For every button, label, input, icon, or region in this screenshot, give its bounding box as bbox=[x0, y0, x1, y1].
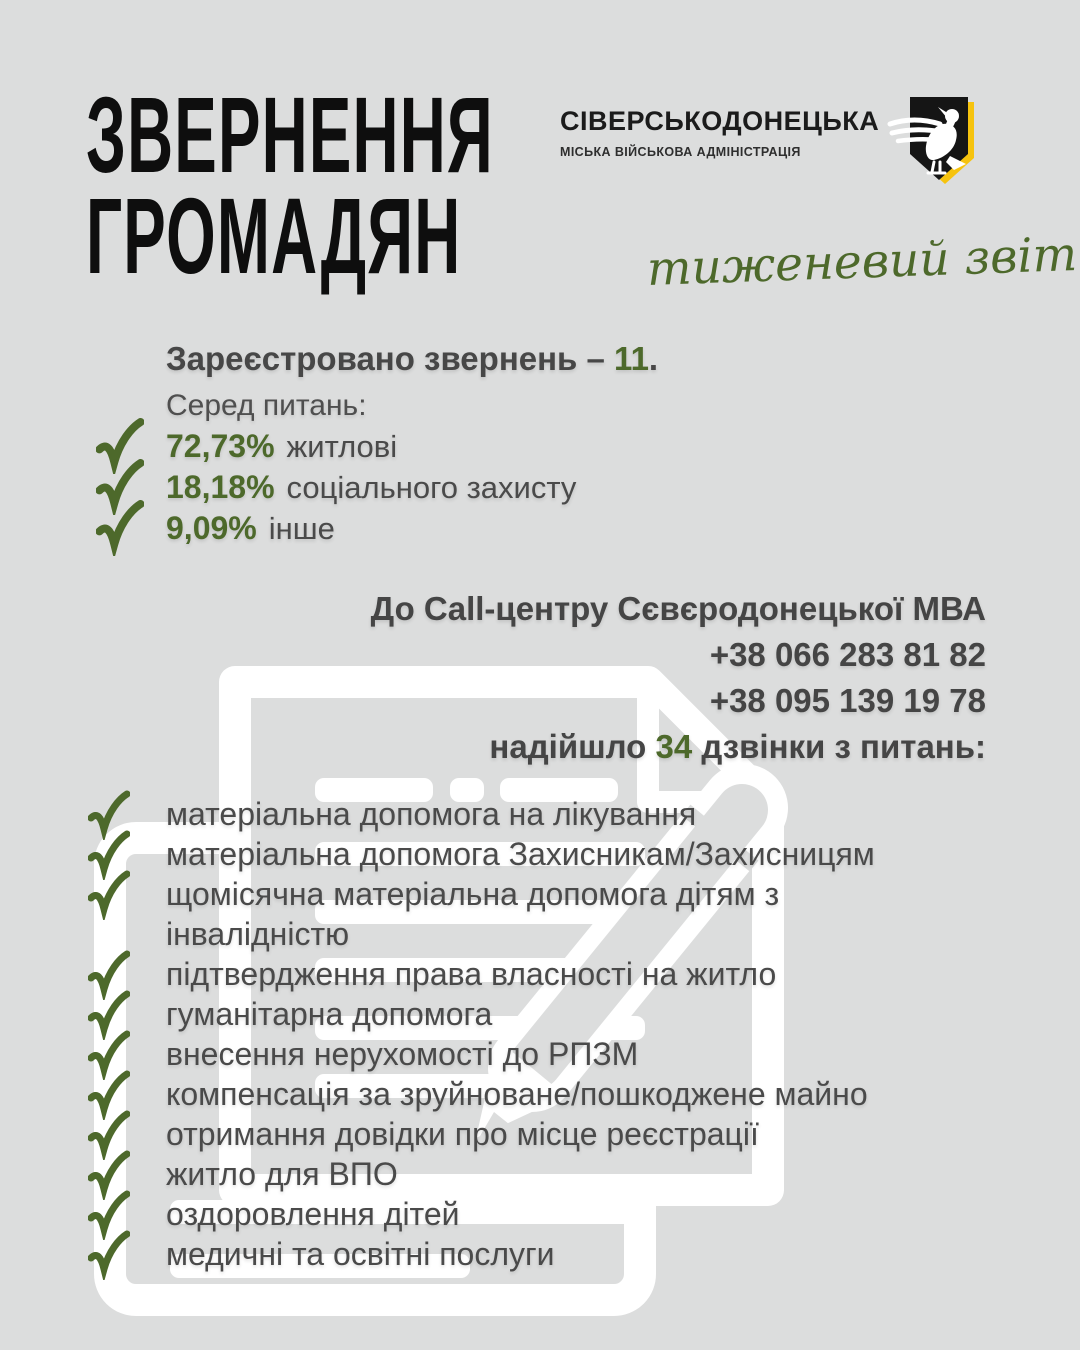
topic-row bbox=[88, 1074, 888, 1114]
emblem-shield-icon bbox=[888, 94, 980, 190]
topic-label: гуманітарна допомога bbox=[166, 996, 493, 1032]
stat-row bbox=[100, 467, 658, 508]
page-title-line2: ГРОМАДЯН bbox=[86, 175, 462, 296]
phone-number-2: +38 095 139 19 78 bbox=[709, 682, 986, 719]
page-title-line1: ЗВЕРНЕННЯ bbox=[86, 74, 494, 195]
org-subtitle: МІСЬКА ВІЙСЬКОВА АДМІНІСТРАЦІЯ bbox=[560, 145, 801, 159]
among-questions-label: Серед питань: bbox=[166, 389, 367, 422]
topic-label: матеріальна допомога на лікування bbox=[166, 796, 697, 832]
topic-row bbox=[88, 1034, 888, 1074]
stat-row bbox=[100, 426, 658, 467]
checkmark-icon bbox=[88, 870, 130, 920]
checkmark-icon bbox=[96, 500, 144, 556]
phone-number-1: +38 066 283 81 82 bbox=[709, 636, 986, 673]
topic-row bbox=[88, 834, 888, 874]
topic-row bbox=[88, 1194, 888, 1234]
registered-label: Зареєстровано звернень – bbox=[166, 340, 605, 377]
call-center-title: До Call-центру Сєвєродонецької МВА bbox=[370, 590, 986, 627]
calls-prefix: надійшло bbox=[489, 728, 647, 765]
stat-row bbox=[100, 508, 658, 549]
registered-count-line bbox=[100, 338, 658, 380]
stat-label: соціального захисту bbox=[286, 469, 577, 505]
stat-label: інше bbox=[268, 510, 335, 546]
topic-label: підтвердження права власності на житло bbox=[166, 956, 777, 992]
topic-label: матеріальна допомога Захисникам/Захисницям bbox=[166, 836, 875, 872]
stat-percent: 72,73% bbox=[166, 428, 275, 464]
stat-percent: 18,18% bbox=[166, 469, 275, 505]
topic-row bbox=[88, 1234, 888, 1274]
calls-count-line bbox=[371, 724, 986, 770]
topic-label: внесення нерухомості до РПЗМ bbox=[166, 1036, 639, 1072]
topic-row bbox=[88, 1114, 888, 1154]
calls-suffix: дзвінки з питань: bbox=[701, 728, 986, 765]
stats-block bbox=[100, 338, 658, 549]
topic-row bbox=[88, 1154, 888, 1194]
topic-row bbox=[88, 954, 888, 994]
stat-label: житлові bbox=[286, 428, 398, 464]
call-center-block bbox=[371, 586, 986, 770]
topic-label: щомісячна матеріальна допомога дітям з інвалідністю bbox=[166, 876, 780, 952]
registered-value: 11 bbox=[614, 340, 649, 377]
topics-list bbox=[88, 794, 888, 1274]
stat-percent: 9,09% bbox=[166, 510, 257, 546]
topic-row bbox=[88, 794, 888, 834]
org-name: СІВЕРСЬКОДОНЕЦЬКА bbox=[560, 106, 880, 136]
page-title bbox=[86, 74, 494, 296]
topic-label: отримання довідки про місце реєстрації bbox=[166, 1116, 759, 1152]
calls-count: 34 bbox=[655, 728, 693, 765]
topic-label: компенсація за зруйноване/пошкоджене майно bbox=[166, 1076, 868, 1112]
topic-label: житло для ВПО bbox=[166, 1156, 398, 1192]
topic-label: медичні та освітні послуги bbox=[166, 1236, 555, 1272]
handwritten-note: тиженевий звіт bbox=[646, 226, 1078, 297]
registered-period: . bbox=[648, 340, 659, 377]
checkmark-icon bbox=[88, 1230, 130, 1280]
stat-rows bbox=[100, 426, 658, 549]
org-logo bbox=[560, 106, 879, 159]
topic-row bbox=[88, 874, 888, 954]
topic-row bbox=[88, 994, 888, 1034]
topic-label: оздоровлення дітей bbox=[166, 1196, 460, 1232]
